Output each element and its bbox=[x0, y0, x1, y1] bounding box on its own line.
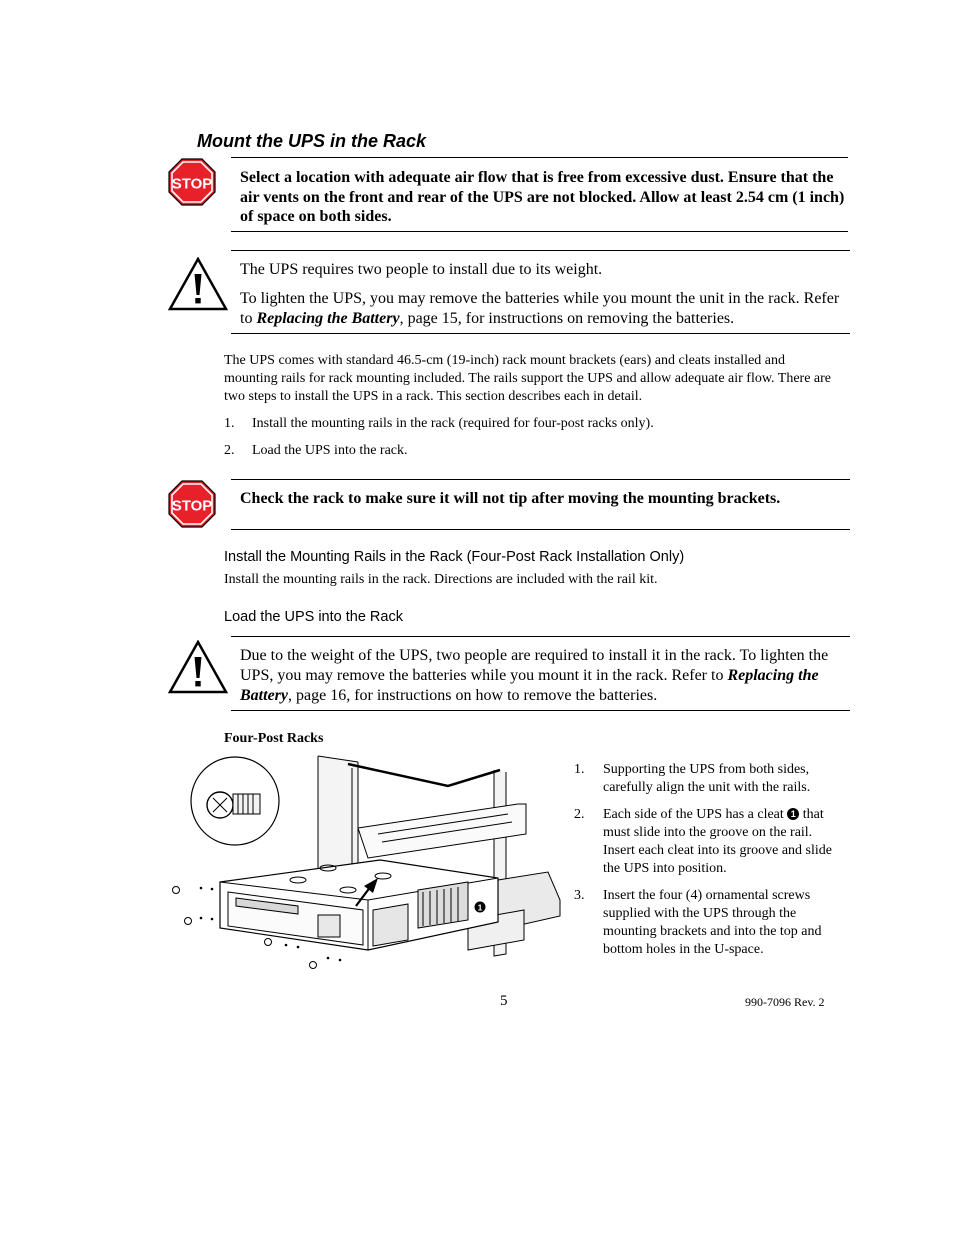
section-title: Mount the UPS in the Rack bbox=[197, 131, 427, 151]
svg-text:STOP: STOP bbox=[171, 175, 213, 193]
stop-sign-icon bbox=[168, 480, 216, 528]
notice-top-rule bbox=[231, 157, 848, 158]
svg-text:STOP: STOP bbox=[171, 497, 213, 515]
caution-line-two-people: The UPS requires two people to install due to its weight. bbox=[240, 261, 603, 278]
caution-triangle-icon bbox=[168, 640, 228, 694]
battery-reference: Replacing the Battery bbox=[256, 310, 400, 327]
notice-bottom-rule bbox=[231, 710, 850, 711]
cleat-callout: 1 bbox=[477, 902, 483, 913]
notice-top-rule bbox=[231, 636, 850, 637]
notice-top-rule bbox=[231, 250, 850, 251]
caution-triangle-icon bbox=[168, 257, 228, 311]
stop-sign-icon bbox=[168, 158, 216, 206]
figure-caption: Four-Post Racks bbox=[224, 731, 324, 746]
rack-step: 1. Supporting the UPS from both sides, carefully align the unit with the rails. bbox=[574, 762, 811, 795]
rack-step: 2. Each side of the UPS has a cleat 1 that must slide into the groove on the rail. Insert each cleat into its groove and slide the UPS into position. bbox=[574, 807, 832, 876]
page-number: 5 bbox=[500, 993, 508, 1009]
rack-installation-figure bbox=[168, 750, 566, 980]
stop-notice-air-flow: Select a location with adequate air flow that is free from excessive dust. Ensure that the air vents on the front and rear of the UPS are not blocked. Allow at least 2.54 cm (1 inch) of space on both sides. bbox=[240, 169, 845, 225]
caution-notice-weight bbox=[240, 260, 852, 329]
rack-step: 3. Insert the four (4) ornamental screws supplied with the UPS through the mounting brackets and into the top and bottom holes in the U-space. bbox=[574, 888, 822, 957]
caution-line-lighten: To lighten the UPS, you may remove the batteries while you mount the unit in the rack. Refer to Replacing the Battery, page 15, for instructions on removing the batteries. bbox=[240, 290, 840, 327]
notice-bottom-rule bbox=[231, 231, 848, 232]
subsection-title-load: Load the UPS into the Rack bbox=[224, 609, 403, 625]
battery-reference: Replacing the Battery bbox=[240, 667, 819, 704]
document-id: 990-7096 Rev. 2 bbox=[745, 995, 825, 1009]
cleat-callout-icon: 1 bbox=[787, 808, 799, 820]
subsection-body-rails: Install the mounting rails in the rack. Directions are included with the rail kit. bbox=[224, 572, 658, 587]
notice-top-rule bbox=[231, 479, 850, 480]
notice-bottom-rule bbox=[231, 529, 850, 530]
caution-notice-load: Due to the weight of the UPS, two people are required to install it in the rack. To lighten the UPS, you may remove the batteries while you mount it in the rack. Refer to Replacing the Battery, page 16, for instructions on how to remove the batteries. bbox=[240, 647, 829, 704]
subsection-title-rails: Install the Mounting Rails in the Rack (Four-Post Rack Installation Only) bbox=[224, 549, 685, 565]
notice-bottom-rule bbox=[231, 333, 850, 334]
stop-notice-rack-tip: Check the rack to make sure it will not tip after moving the mounting brackets. bbox=[240, 490, 781, 507]
intro-paragraph: The UPS comes with standard 46.5-cm (19-inch) rack mount brackets (ears) and cleats installed and mounting rails for rack mounting included. The rails support the UPS and allow adequate air flow. There are two steps to install the UPS in a rack. This section describes each in detail. bbox=[224, 353, 832, 404]
overview-step: 2. Load the UPS into the rack. bbox=[224, 443, 408, 458]
overview-step: 1. Install the mounting rails in the rack (required for four-post racks only). bbox=[224, 416, 654, 431]
